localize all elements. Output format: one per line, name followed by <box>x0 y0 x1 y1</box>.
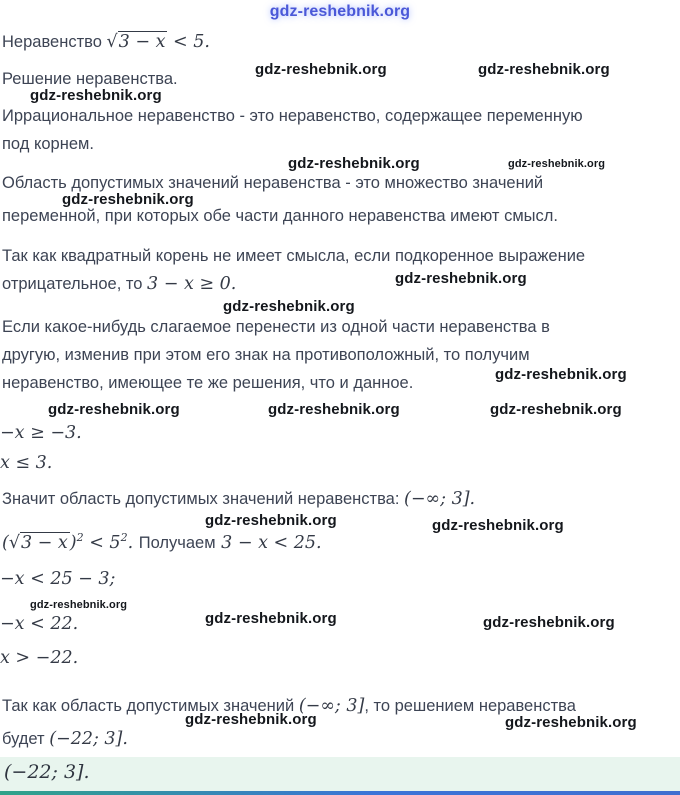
transfer-rule-line-2: другую, изменив при этом его знак на противоположный, то получим <box>2 346 530 364</box>
squaring-word: Получаем <box>138 534 216 552</box>
exponent: 2 <box>120 531 128 545</box>
right-paren: ) <box>69 533 77 553</box>
math-step-4: −x < 22. <box>0 614 79 634</box>
math-step-2: x ≤ 3. <box>0 453 53 473</box>
odz-interval: (−∞; 3]. <box>404 489 476 509</box>
watermark: gdz-reshebnik.org <box>268 401 400 418</box>
statement-label: Неравенство <box>2 33 102 51</box>
statement-math-rest: < 5. <box>173 32 210 52</box>
watermark: gdz-reshebnik.org <box>205 610 337 627</box>
watermark: gdz-reshebnik.org <box>495 366 627 383</box>
odz-conclusion-line <box>2 488 475 510</box>
watermark: gdz-reshebnik.org <box>483 614 615 631</box>
watermark: gdz-reshebnik.org <box>505 714 637 731</box>
watermark: gdz-reshebnik.org <box>490 401 622 418</box>
watermark: gdz-reshebnik.org <box>395 270 527 287</box>
radical-sign: √ <box>106 32 118 52</box>
squaring-result: 3 − x < 25. <box>221 533 322 553</box>
root-condition-line-1: Так как квадратный корень не имеет смысла, если подкоренное выражение <box>2 247 586 265</box>
math-squaring-line <box>2 533 322 553</box>
watermark: gdz-reshebnik.org <box>432 517 564 534</box>
math-step-5: x > −22. <box>0 648 79 668</box>
final-reasoning-text: Так как область допустимых значений <box>2 697 295 715</box>
watermark: gdz-reshebnik.org <box>255 61 387 78</box>
definition-line-1: Иррациональное неравенство - это неравенство, содержащее переменную <box>2 107 583 125</box>
answer-value: (−22; 3]. <box>4 761 90 783</box>
radicand: 3 − x <box>20 533 68 553</box>
radical-sign: √ <box>8 533 20 553</box>
solution-interval: (−22; 3]. <box>49 729 128 749</box>
statement-line <box>2 31 210 53</box>
odz-conclusion-text: Значит область допустимых значений неравенства: <box>2 490 400 508</box>
watermark: gdz-reshebnik.org <box>508 158 606 170</box>
transfer-rule-line-3: неравенство, имеющее те же решения, что и данное. <box>2 374 414 392</box>
definition-line-2: под корнем. <box>2 135 94 153</box>
odz-definition-line-2: переменной, при которых обе части данного неравенства имеют смысл. <box>2 207 558 225</box>
period: . <box>127 533 134 553</box>
final-reasoning-text-3: будет <box>2 730 45 748</box>
answer-box <box>0 757 680 791</box>
watermark: gdz-reshebnik.org <box>288 155 420 172</box>
site-watermark-header: gdz-reshebnik.org <box>269 3 411 20</box>
odz-interval: (−∞; 3] <box>298 696 365 716</box>
watermark: gdz-reshebnik.org <box>223 298 355 315</box>
root-condition-line-2 <box>2 273 236 295</box>
transfer-rule-line-1: Если какое-нибудь слагаемое перенести из одной части неравенства в <box>2 318 550 336</box>
watermark: gdz-reshebnik.org <box>30 599 128 611</box>
radicand: 3 − x <box>118 32 166 52</box>
statement-math <box>106 31 209 52</box>
left-paren: ( <box>2 533 9 553</box>
final-reasoning-line-2 <box>2 728 128 750</box>
watermark: gdz-reshebnik.org <box>478 61 610 78</box>
exponent: 2 <box>76 531 84 545</box>
watermark: gdz-reshebnik.org <box>185 711 317 728</box>
math-step-3: −x < 25 − 3; <box>0 569 116 589</box>
root-condition-math: 3 − x ≥ 0. <box>147 274 237 294</box>
watermark: gdz-reshebnik.org <box>48 401 180 418</box>
watermark: gdz-reshebnik.org <box>30 87 162 104</box>
odz-definition-line-1: Область допустимых значений неравенства - это множество значений <box>2 174 544 192</box>
root-condition-text: отрицательное, то <box>2 275 143 293</box>
comparison: < 5 <box>89 533 121 553</box>
watermark: gdz-reshebnik.org <box>62 191 194 208</box>
solution-heading: Решение неравенства. <box>2 70 178 88</box>
math-step-1: −x ≥ −3. <box>0 423 82 443</box>
watermark: gdz-reshebnik.org <box>205 512 337 529</box>
bottom-accent-bar <box>0 791 680 795</box>
final-reasoning-text-2: , то решением неравенства <box>364 697 576 715</box>
